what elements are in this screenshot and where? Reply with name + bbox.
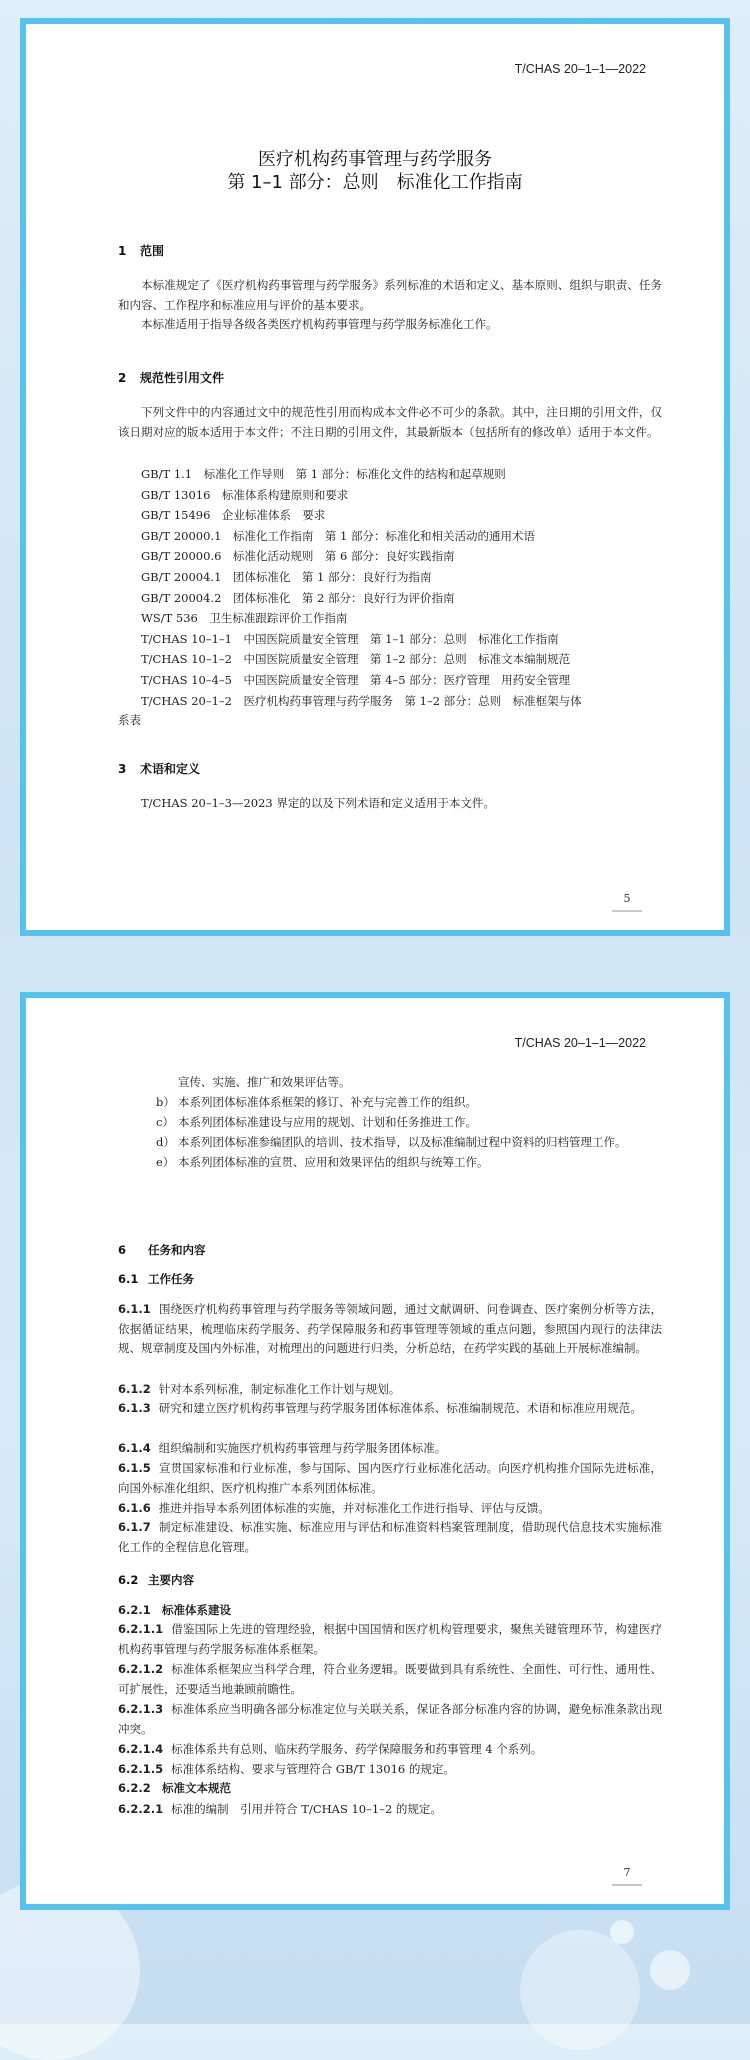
reference-item: GB/T 20004.2 团体标准化 第 2 部分：良好行为评价指南 <box>141 590 455 605</box>
document-page-2 <box>20 992 730 1910</box>
reference-item-continuation: 系表 <box>118 713 141 727</box>
background-bubble <box>610 1920 634 1944</box>
document-title <box>26 148 724 194</box>
reference-item: GB/T 20000.1 标准化工作指南 第 1 部分：标准化和相关活动的通用术语 <box>141 528 536 543</box>
section-heading-scope: 1 范围 <box>118 244 165 258</box>
background-bubble <box>520 1930 640 2050</box>
clause-6-2-1-5: 6.2.1.5 标准体系结构、要求与管理符合 GB/T 13016 的规定。 <box>118 1762 455 1776</box>
list-item: b） 本系列团体标准体系框架的修订、补充与完善工作的组织。 <box>156 1095 477 1109</box>
reference-item: T/CHAS 10–1–2 中国医院质量安全管理 第 1–2 部分：总则 标准文本编制规范 <box>141 652 571 667</box>
clause-6-1-5: 6.1.5 宣贯国家标准和行业标准，参与国际、国内医疗行业标准化活动。向医疗机构推介国际先进标准，向国外标准化组织、医疗机构推广本系列团体标准。 <box>118 1461 662 1495</box>
page-number-underline <box>612 1884 642 1886</box>
subsection-heading-text-norms: 6.2.2 标准文本规范 <box>118 1781 231 1795</box>
reference-item: GB/T 13016 标准体系构建原则和要求 <box>141 487 349 502</box>
reference-item: GB/T 15496 企业标准体系 要求 <box>141 508 326 523</box>
references-intro: 下列文件中的内容通过文中的规范性引用而构成本文件必不可少的条款。其中，注日期的引用文件，仅该日期对应的版本适用于本文件；不注日期的引用文件，其最新版本（包括所有的修改单）适用于本文件。 <box>118 405 662 439</box>
reference-item: T/CHAS 10–4–5 中国医院质量安全管理 第 4–5 部分：医疗管理 用药安全管理 <box>141 672 571 687</box>
clause-6-1-2: 6.1.2 针对本系列标准，制定标准化工作计划与规划。 <box>118 1382 401 1396</box>
subsection-heading-work-tasks: 6.1 工作任务 <box>118 1272 194 1286</box>
reference-item: GB/T 20000.6 标准化活动规则 第 6 部分：良好实践指南 <box>141 549 455 564</box>
list-item: d） 本系列团体标准参编团队的培训、技术指导，以及标准编制过程中资料的归档管理工作。 <box>156 1135 627 1149</box>
section-heading-references: 2 规范性引用文件 <box>118 371 225 385</box>
clause-6-1-4: 6.1.4 组织编制和实施医疗机构药事管理与药学服务团体标准。 <box>118 1441 447 1455</box>
section-heading-tasks: 6 任务和内容 <box>118 1243 206 1257</box>
subsection-heading-system-building: 6.2.1 标准体系建设 <box>118 1603 231 1617</box>
reference-list <box>141 464 661 711</box>
scope-paragraph-2: 本标准适用于指导各级各类医疗机构药事管理与药学服务标准化工作。 <box>141 317 498 331</box>
subsection-heading-main-content: 6.2 主要内容 <box>118 1573 194 1587</box>
clause-6-1-1: 6.1.1 围绕医疗机构药事管理与药学服务等领域问题，通过文献调研、问卷调查、医疗案例分析等方法，依据循证结果，梳理临床药学服务、药学保障服务和药事管理等领域的重点问题，参照国内现行的法律法规、规章制度及国内外标准，对梳理出的问题进行归类，分析总结，在药学实践的基础上开展标准编制。 <box>118 1302 662 1355</box>
page-number-underline <box>612 910 642 912</box>
clause-6-2-2-1: 6.2.2.1 标准的编制 引用并符合 T/CHAS 10–1–2 的规定。 <box>118 1802 442 1816</box>
list-item: e） 本系列团体标准的宣贯、应用和效果评估的组织与统筹工作。 <box>156 1155 489 1169</box>
reference-item: WS/T 536 卫生标准跟踪评价工作指南 <box>141 611 348 626</box>
page-number: 7 <box>623 1866 631 1879</box>
clause-6-1-3: 6.1.3 研究和建立医疗机构药事管理与药学服务团体标准体系、标准编制规范、术语和标准应用规范。 <box>118 1401 642 1415</box>
page-number: 5 <box>623 892 631 905</box>
scope-paragraph-1: 本标准规定了《医疗机构药事管理与药学服务》系列标准的术语和定义、基本原则、组织与职责、任务和内容、工作程序和标准应用与评价的基本要求。 <box>118 278 662 312</box>
title-line-1: 医疗机构药事管理与药学服务 <box>258 149 492 170</box>
reference-item: T/CHAS 20–1–2 医疗机构药事管理与药学服务 第 1–2 部分：总则 标准框架与体 <box>141 693 582 708</box>
standard-code: T/CHAS 20–1–1—2022 <box>514 1036 646 1050</box>
reference-item: GB/T 20004.1 团体标准化 第 1 部分：良好行为指南 <box>141 569 432 584</box>
reference-item: GB/T 1.1 标准化工作导则 第 1 部分：标准化文件的结构和起草规则 <box>141 467 506 481</box>
duty-list <box>156 1092 656 1172</box>
clause-6-2-1-2: 6.2.1.2 标准体系框架应当科学合理，符合业务逻辑。既要做到具有系统性、全面性、可行性、通用性、可扩展性，还要适当地兼顾前瞻性。 <box>118 1662 662 1696</box>
list-item: c） 本系列团体标准建设与应用的规划、计划和任务推进工作。 <box>156 1115 477 1129</box>
standard-code: T/CHAS 20–1–1—2022 <box>514 62 646 76</box>
clause-6-1-7: 6.1.7 制定标准建设、标准实施、标准应用与评估和标准资料档案管理制度，借助现代信息技术实施标准化工作的全程信息化管理。 <box>118 1520 662 1554</box>
background-bubble <box>650 1950 690 1990</box>
section-heading-terms: 3 术语和定义 <box>118 762 201 776</box>
list-continuation: 宣传、实施、推广和效果评估等。 <box>178 1075 351 1089</box>
document-page-1 <box>20 18 730 936</box>
clause-6-1-6: 6.1.6 推进并指导本系列团体标准的实施，并对标准化工作进行指导、评估与反馈。 <box>118 1501 550 1515</box>
terms-paragraph: T/CHAS 20–1–3—2023 界定的以及下列术语和定义适用于本文件。 <box>141 796 495 810</box>
clause-6-2-1-3: 6.2.1.3 标准体系应当明确各部分标准定位与关联关系，保证各部分标准内容的协调，避免标准条款出现冲突。 <box>118 1702 662 1736</box>
title-line-2: 第 1–1 部分：总则 标准化工作指南 <box>227 172 523 193</box>
clause-6-2-1-1: 6.2.1.1 借鉴国际上先进的管理经验，根据中国国情和医疗机构管理要求，聚焦关键管理环节，构建医疗机构药事管理与药学服务标准体系框架。 <box>118 1622 662 1656</box>
clause-6-2-1-4: 6.2.1.4 标准体系共有总则、临床药学服务、药学保障服务和药事管理 4 个系列。 <box>118 1742 543 1756</box>
reference-item: T/CHAS 10–1–1 中国医院质量安全管理 第 1–1 部分：总则 标准化工作指南 <box>141 631 559 646</box>
